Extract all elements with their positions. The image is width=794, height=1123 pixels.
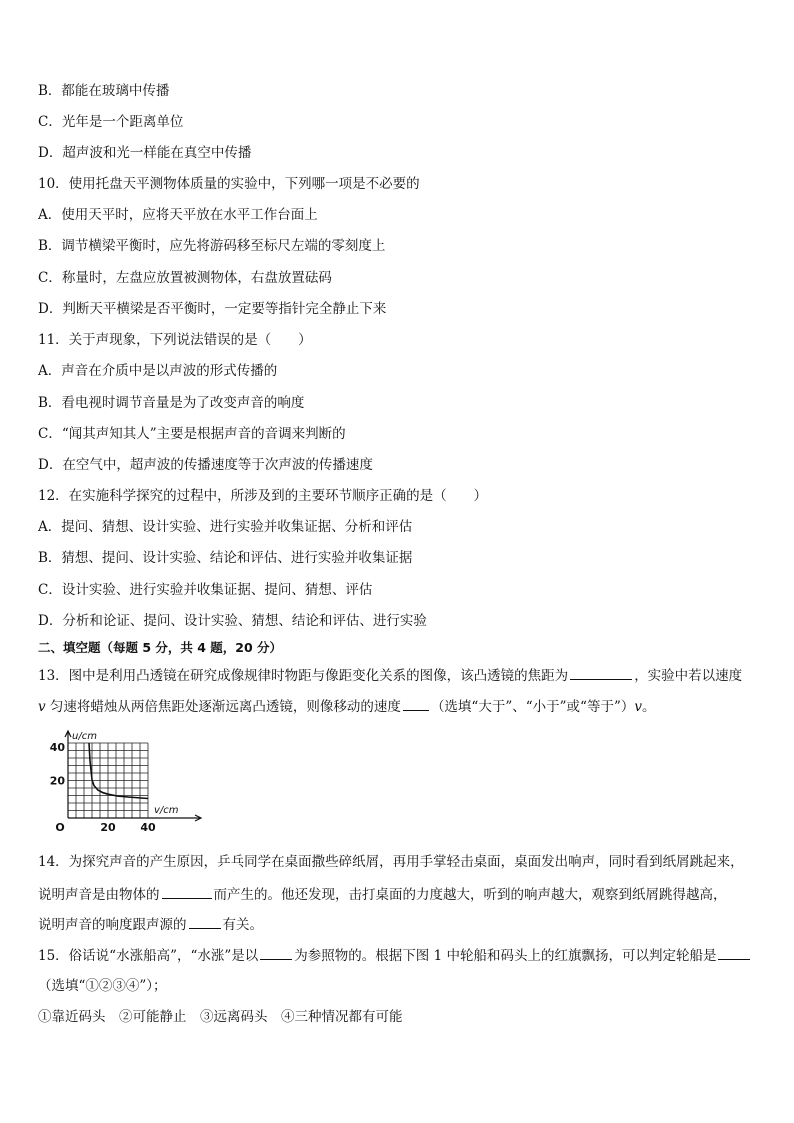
option-a-q11: A．声音在介质中是以声波的形式传播的	[38, 363, 278, 379]
question-10: 10．使用托盘天平测物体质量的实验中，下列哪一项是不必要的	[38, 176, 420, 192]
chart-axes	[65, 731, 201, 821]
option-d-q11: D．在空气中，超声波的传播速度等于次声波的传播速度	[38, 457, 373, 473]
answer-blank[interactable]	[260, 945, 292, 960]
option-b-q11: B．看电视时调节音量是为了改变声音的响度	[38, 395, 305, 411]
x-axis-label: v/cm	[154, 805, 179, 816]
lens-graph	[38, 728, 208, 840]
answer-blank[interactable]	[570, 665, 632, 680]
answer-blank[interactable]	[403, 696, 429, 711]
option-d-q12: D．分析和论证、提问、设计实验、猜想、结论和评估、进行实验	[38, 613, 427, 629]
option-c-q12: C．设计实验、进行实验并收集证据、提问、猜想、评估	[38, 582, 373, 598]
question-13-line1: 13．图中是利用凸透镜在研究成像规律时物距与像距变化关系的图像，该凸透镜的焦距为 ，实验中若以速度	[38, 665, 742, 685]
option-a-q12: A．提问、猜想、设计实验、进行实验并收集证据、分析和评估	[38, 519, 413, 535]
answer-blank[interactable]	[718, 945, 750, 960]
origin-label: O	[55, 821, 65, 834]
answer-blank[interactable]	[162, 884, 212, 899]
option-d-q9: D．超声波和光一样能在真空中传播	[38, 145, 252, 161]
question-14-line3: 说明声音的响度跟声源的 有关。	[38, 914, 263, 934]
y-tick-label: 20	[49, 774, 65, 788]
y-tick-label: 40	[49, 741, 65, 754]
question-13-line2: v 匀速将蜡烛从两倍焦距处逐渐远离凸透镜，则像移动的速度 （选填“大于”、“小于”或“等于”）v。	[38, 696, 656, 716]
y-axis-label: u/cm	[72, 731, 97, 742]
question-15-line2: （选填“①②③④”）；	[38, 978, 167, 994]
answer-blank[interactable]	[189, 914, 221, 929]
series-curve	[89, 743, 148, 799]
x-tick-label: 40	[140, 821, 156, 834]
question-14-line1: 14．为探究声音的产生原因，乒乓同学在桌面撒些碎纸屑，再用手掌轻击桌面，桌面发出响声，同时看到纸屑跳起来，	[38, 854, 744, 870]
chart-grid	[68, 743, 148, 818]
option-c-q10: C．称量时，左盘应放置被测物体，右盘放置砝码	[38, 270, 332, 286]
option-b-q10: B．调节横梁平衡时，应先将游码移至标尺左端的零刻度上	[38, 238, 386, 254]
option-d-q10: D．判断天平横梁是否平衡时，一定要等指针完全静止下来	[38, 301, 387, 317]
question-14-line2: 说明声音是由物体的 而产生的。他还发现，击打桌面的力度越大，听到的响声越大，观察到纸屑跳得越高，	[38, 884, 727, 904]
option-b-q9: B．都能在玻璃中传播	[38, 83, 170, 99]
x-tick-label: 20	[100, 821, 116, 834]
question-12: 12．在实施科学探究的过程中，所涉及到的主要环节顺序正确的是（ ）	[38, 488, 488, 504]
option-c-q11: C．“闻其声知其人”主要是根据声音的音调来判断的	[38, 426, 346, 442]
question-15-line1: 15．俗话说“水涨船高”，“水涨”是以 为参照物的。根据下图 1 中轮船和码头上的红旗飘扬，可以判定轮船是	[38, 945, 752, 965]
section-heading: 二、填空题（每题 5 分，共 4 题，20 分）	[38, 640, 283, 655]
question-15-options: ①靠近码头 ②可能静止 ③远离码头 ④三种情况都有可能	[38, 1009, 403, 1025]
option-a-q10: A．使用天平时，应将天平放在水平工作台面上	[38, 207, 318, 223]
question-11: 11．关于声现象，下列说法错误的是（ ）	[38, 332, 312, 348]
option-c-q9: C．光年是一个距离单位	[38, 114, 184, 130]
option-b-q12: B．猜想、提问、设计实验、结论和评估、进行实验并收集证据	[38, 550, 413, 566]
